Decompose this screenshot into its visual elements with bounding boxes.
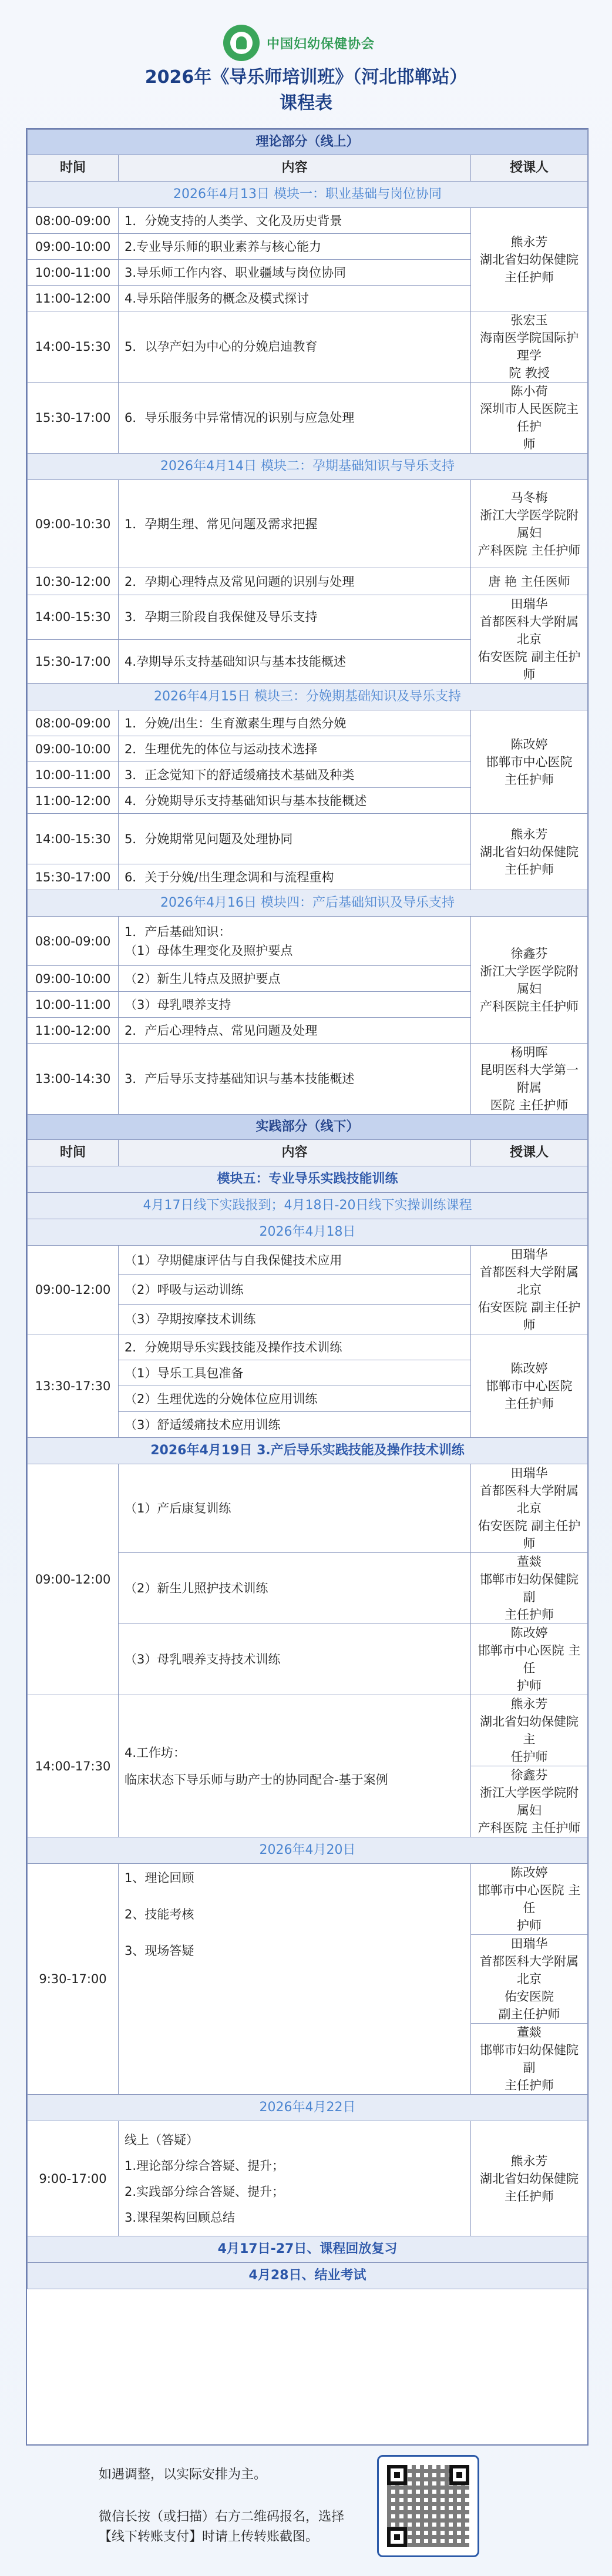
lecturer-cell: 徐鑫芬 浙江大学医学院附属妇 产科医院主任护师 [471, 917, 588, 1044]
content-cell: 4.导乐陪伴服务的概念及模式探讨 [119, 286, 471, 311]
lecturer-cell: 田瑞华 首都医科大学附属北京 佑安医院 副主任护师 [471, 1246, 588, 1334]
content-cell: 1、理论回顾 2、技能考核 3、现场答疑 [119, 1864, 471, 2095]
time-cell: 08:00-09:00 [28, 208, 119, 234]
time-cell: 15:30-17:00 [28, 639, 119, 684]
content-cell: （2）呼吸与运动训练 [119, 1275, 471, 1304]
content-cell: 4.孕期导乐支持基础知识与基本技能概述 [119, 639, 471, 684]
content-cell: （3）舒适缓痛技术应用训练 [119, 1412, 471, 1438]
time-cell: 10:00-11:00 [28, 762, 119, 788]
schedule-table-wrapper [26, 128, 589, 2446]
qr-finder-icon [387, 2527, 407, 2547]
content-cell: （3）母乳喂养支持技术训练 [119, 1624, 471, 1695]
lecturer-cell: 田瑞华 首都医科大学附属北京 佑安医院 副主任护师 [471, 1464, 588, 1553]
day-18-title-row: 2026年4月18日 [28, 1219, 588, 1246]
table-row [28, 1864, 588, 1935]
content-cell: 4.工作坊： 临床状态下导乐师与助产士的协同配合-基于案例 [119, 1695, 471, 1837]
time-cell: 08:00-09:00 [28, 710, 119, 736]
column-header-row [28, 1140, 588, 1166]
time-cell: 10:00-11:00 [28, 992, 119, 1018]
page-subtitle: 课程表 [280, 93, 332, 113]
col-time-header: 时间 [28, 155, 119, 182]
lecturer-cell: 董燚 邯郸市妇幼保健院 副 主任护师 [471, 2024, 588, 2095]
content-cell: 1．分娩支持的人类学、文化及历史背景 [119, 208, 471, 234]
table-row [28, 1044, 588, 1115]
page-title: 2026年《导乐师培训班》（河北邯郸站） [144, 67, 468, 88]
time-cell: 10:30-12:00 [28, 568, 119, 595]
time-cell: 10:00-11:00 [28, 260, 119, 286]
table-row [28, 2121, 588, 2236]
time-cell: 13:00-14:30 [28, 1044, 119, 1115]
time-cell: 13:30-17:30 [28, 1334, 119, 1438]
content-cell: 线上（答疑） 1.理论部分综合答疑、提升； 2.实践部分综合答疑、提升； 3.课程架构回顾总结 [119, 2121, 471, 2236]
lecturer-cell: 张宏玉 海南医学院国际护理学 院 教授 [471, 311, 588, 383]
practice-section-header: 实践部分（线下） [28, 1115, 588, 1140]
table-row [28, 480, 588, 568]
module-5-note-row: 4月17日线下实践报到；4月18日-20日线下实操训练课程 [28, 1193, 588, 1219]
col-content-header: 内容 [119, 155, 471, 182]
lecturer-cell: 陈改婷 邯郸市中心医院 主任 护师 [471, 1624, 588, 1695]
lecturer-cell: 田瑞华 首都医科大学附属北京 佑安医院 副主任护师 [471, 595, 588, 684]
content-cell: （3）母乳喂养支持 [119, 992, 471, 1018]
table-row [28, 208, 588, 234]
adjustment-note: 如遇调整，以实际安排为主。 [99, 2467, 267, 2482]
content-cell: 5．以孕产妇为中心的分娩启迪教育 [119, 311, 471, 383]
time-cell: 15:30-17:00 [28, 864, 119, 890]
table-row [28, 1246, 588, 1275]
lecturer-cell: 董燚 邯郸市妇幼保健院 副 主任护师 [471, 1553, 588, 1624]
col-lecturer-header: 授课人 [471, 155, 588, 182]
content-cell: 3.导乐师工作内容、职业疆域与岗位协同 [119, 260, 471, 286]
time-cell: 09:00-10:00 [28, 234, 119, 260]
content-cell: （1）导乐工具包准备 [119, 1360, 471, 1386]
table-row [28, 1464, 588, 1553]
content-cell: （2）新生儿照护技术训练 [119, 1553, 471, 1624]
time-cell: 15:30-17:00 [28, 383, 119, 454]
table-row [28, 311, 588, 383]
content-cell: 6．关于分娩/出生理念调和与流程重构 [119, 864, 471, 890]
time-cell: 09:00-12:00 [28, 1246, 119, 1334]
content-cell: 2．产后心理特点、常见问题及处理 [119, 1018, 471, 1044]
module-4-title-row: 2026年4月16日 模块四：产后基础知识及导乐支持 [28, 890, 588, 917]
lecturer-cell: 陈改婷 邯郸市中心医院 主任护师 [471, 1334, 588, 1438]
table-row [28, 1334, 588, 1360]
table-row [28, 710, 588, 736]
table-row [28, 917, 588, 966]
schedule-table [27, 129, 588, 2289]
lecturer-cell: 熊永芳 湖北省妇幼保健院 主任护师 [471, 208, 588, 311]
lecturer-cell: 陈改婷 邯郸市中心医院 主任 护师 [471, 1864, 588, 1935]
content-cell: 3．孕期三阶段自我保健及导乐支持 [119, 595, 471, 640]
review-row: 4月17日-27日、课程回放复习 [28, 2236, 588, 2263]
time-cell: 9:00-17:00 [28, 2121, 119, 2236]
table-row [28, 1695, 588, 1766]
module-3-title-row: 2026年4月15日 模块三：分娩期基础知识及导乐支持 [28, 684, 588, 710]
content-cell: （2）生理优选的分娩体位应用训练 [119, 1386, 471, 1412]
content-cell: 6．导乐服务中异常情况的识别与应急处理 [119, 383, 471, 454]
lecturer-cell: 熊永芳 湖北省妇幼保健院 主任护师 [471, 2121, 588, 2236]
time-cell: 09:00-12:00 [28, 1464, 119, 1695]
exam-row: 4月28日、结业考试 [28, 2263, 588, 2289]
time-cell: 9:30-17:00 [28, 1864, 119, 2095]
org-name: 中国妇幼保健协会 [267, 36, 375, 52]
col-lecturer-header: 授课人 [471, 1140, 588, 1166]
lecturer-cell: 马冬梅 浙江大学医学院附属妇 产科医院 主任护师 [471, 480, 588, 568]
theory-section-header: 理论部分（线上） [28, 130, 588, 155]
content-cell: 3．产后导乐支持基础知识与基本技能概述 [119, 1044, 471, 1115]
col-time-header: 时间 [28, 1140, 119, 1166]
day-20-title-row: 2026年4月20日 [28, 1837, 588, 1864]
content-cell: 2.专业导乐师的职业素养与核心能力 [119, 234, 471, 260]
time-cell: 08:00-09:00 [28, 917, 119, 966]
content-cell: 1．孕期生理、常见问题及需求把握 [119, 480, 471, 568]
lecturer-cell: 田瑞华 首都医科大学附属北京 佑安医院 副主任护师 [471, 1935, 588, 2024]
lecturer-cell: 徐鑫芬 浙江大学医学院附属妇 产科医院 主任护师 [471, 1766, 588, 1837]
content-cell: 1．分娩/出生：生育激素生理与自然分娩 [119, 710, 471, 736]
signup-note-line2: 【线下转账支付】时请上传转账截图。 [99, 2530, 319, 2544]
day-22-title-row: 2026年4月22日 [28, 2095, 588, 2121]
time-cell: 11:00-12:00 [28, 286, 119, 311]
table-row [28, 595, 588, 640]
lecturer-cell: 陈小荷 深圳市人民医院主任护 师 [471, 383, 588, 454]
content-cell: 2．生理优先的体位与运动技术选择 [119, 736, 471, 762]
table-row [28, 814, 588, 864]
day-19-title-row: 2026年4月19日 3.产后导乐实践技能及操作技术训练 [28, 1438, 588, 1464]
time-cell: 14:00-15:30 [28, 814, 119, 864]
lecturer-cell: 唐 艳 主任医师 [471, 568, 588, 595]
lecturer-cell: 陈改婷 邯郸市中心医院 主任护师 [471, 710, 588, 814]
signup-note-line1: 微信长按（或扫描）右方二维码报名，选择 [99, 2510, 345, 2524]
content-cell: （3）孕期按摩技术训练 [119, 1304, 471, 1334]
time-cell: 09:00-10:00 [28, 736, 119, 762]
time-cell: 11:00-12:00 [28, 788, 119, 814]
table-row [28, 568, 588, 595]
time-cell: 14:00-15:30 [28, 595, 119, 640]
qr-finder-icon [387, 2465, 407, 2485]
org-logo [223, 22, 394, 63]
content-cell: 3．正念觉知下的舒适缓痛技术基础及种类 [119, 762, 471, 788]
content-cell: 2．分娩期导乐实践技能及操作技术训练 [119, 1334, 471, 1360]
qr-finder-icon [449, 2465, 469, 2485]
time-cell: 14:00-15:30 [28, 311, 119, 383]
column-header-row [28, 155, 588, 182]
module-2-title-row: 2026年4月14日 模块二：孕期基础知识与导乐支持 [28, 454, 588, 480]
signup-qr-code[interactable] [377, 2455, 479, 2557]
content-cell: 4．分娩期导乐支持基础知识与基本技能概述 [119, 788, 471, 814]
content-cell: （2）新生儿特点及照护要点 [119, 966, 471, 992]
time-cell: 14:00-17:30 [28, 1695, 119, 1837]
lecturer-cell: 杨明晖 昆明医科大学第一附属 医院 主任护师 [471, 1044, 588, 1115]
content-cell: 1．产后基础知识： （1）母体生理变化及照护要点 [119, 917, 471, 966]
module-1-title-row: 2026年4月13日 模块一：职业基础与岗位协同 [28, 182, 588, 208]
lecturer-cell: 熊永芳 湖北省妇幼保健院 主 任护师 [471, 1695, 588, 1766]
time-cell: 09:00-10:30 [28, 480, 119, 568]
content-cell: 5．分娩期常见问题及处理协同 [119, 814, 471, 864]
lecturer-cell: 熊永芳 湖北省妇幼保健院 主任护师 [471, 814, 588, 890]
table-row [28, 383, 588, 454]
content-cell: （1）产后康复训练 [119, 1464, 471, 1553]
org-emblem-icon [223, 25, 260, 61]
time-cell: 09:00-10:00 [28, 966, 119, 992]
content-cell: 2．孕期心理特点及常见问题的识别与处理 [119, 568, 471, 595]
module-5-title-row: 模块五：专业导乐实践技能训练 [28, 1166, 588, 1193]
time-cell: 11:00-12:00 [28, 1018, 119, 1044]
content-cell: （1）孕期健康评估与自我保健技术应用 [119, 1246, 471, 1275]
col-content-header: 内容 [119, 1140, 471, 1166]
